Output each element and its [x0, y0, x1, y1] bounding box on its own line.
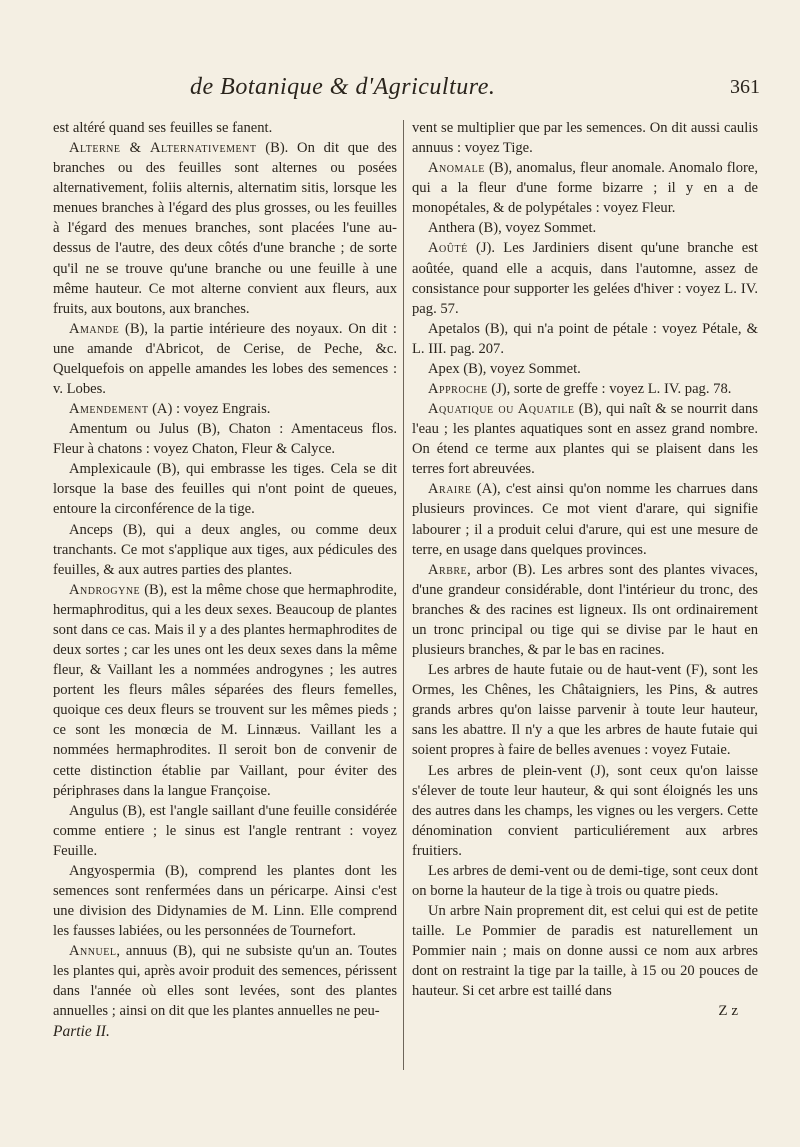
- signature-mark: Partie II.: [53, 1022, 110, 1040]
- entry-term: Annuel: [69, 943, 117, 960]
- entry-text: Les arbres de haute futaie ou de haut-vent (F), sont les Ormes, les Chênes, les Châtaigniers, les Pins, & autres grands arbres qu'on laisse parvenir à toute leur hauteur, sans les abattre. Il n'y a que les arbres de haute futaie qui soient propres à faire de belles avenues : voyez Futaie.: [412, 662, 758, 759]
- entry-text: Apetalos (B), qui n'a point de pétale : voyez Pétale, & L. III. pag. 207.: [412, 320, 758, 357]
- entry-term: Aquatique ou Aquatile: [428, 401, 575, 418]
- catchword: Z z: [718, 1003, 738, 1020]
- entry-text: Anceps (B), qui a deux angles, ou comme deux tranchants. Ce mot s'applique aux tiges, aux pédicules des feuilles, & aux autres parties des plantes.: [53, 521, 397, 578]
- dictionary-entry: [412, 359, 758, 379]
- dictionary-entry: [53, 861, 397, 941]
- entry-text: , arbor (B). Les arbres sont des plantes vivaces, d'une grandeur considérable, dont l'intérieur du tronc, des branches & des racines est ligneux. Ils ont ordinairement un tronc principal ou tige qui se divise par le haut en plusieurs branches, & par le bas en racines.: [412, 561, 758, 659]
- dictionary-entry: [53, 118, 397, 138]
- dictionary-entry: [53, 580, 397, 801]
- dictionary-entry: [53, 319, 397, 399]
- entry-text: (B), anomalus, fleur anomale. Anomalo flore, qui a la fleur d'une forme bizarre ; il y en a de monopétales, & de polypétales : voyez Fleur.: [412, 160, 758, 217]
- entry-term: Anomale: [428, 160, 485, 177]
- entry-term: Alterne & Alternativement: [69, 140, 257, 157]
- dictionary-entry: [412, 901, 758, 1001]
- entry-term: Araire: [428, 481, 472, 498]
- running-title: de Botanique & d'Agriculture.: [190, 74, 496, 100]
- dictionary-entry: [412, 861, 758, 901]
- entry-text: Les arbres de plein-vent (J), sont ceux qu'on laisse s'élever de toute leur hauteur, & qui sont éloignés les uns des autres dans les champs, les vignes ou les vergers. Cette dénomination convient particuliérement aux arbres fruitiers.: [412, 762, 758, 859]
- entry-term: Androgyne: [69, 581, 141, 598]
- entry-text: (B), qui naît & se nourrit dans l'eau ; les plantes aquatiques sont en assez grand nombre. On étend ce terme aux plantes qui se plaisent dans les terres fort abreuvées.: [412, 401, 758, 478]
- entry-term: Amendement: [69, 401, 149, 418]
- page-number: 361: [730, 76, 760, 98]
- dictionary-entry: [412, 118, 758, 158]
- entry-text: (A), c'est ainsi qu'on nomme les charrues dans plusieurs provinces. Ce mot vient d'arare, qui signifie labourer ; il a produit celui d'arure, qui est une mesure de terre, en usage dans quelques provinces.: [412, 481, 758, 558]
- entry-text: , annuus (B), qui ne subsiste qu'un an. Toutes les plantes qui, après avoir produit des semences, périssent dans l'année où elles sont levées, sont des plantes annuelles ; ainsi on dit que les plantes annuelles ne peu-: [53, 943, 397, 1020]
- entry-text: (A) : voyez Engrais.: [148, 401, 271, 418]
- dictionary-entry: [53, 459, 397, 519]
- dictionary-entry: [412, 238, 758, 318]
- entry-term: Aoûté: [428, 240, 468, 257]
- entry-text: (B), est la même chose que hermaphrodite, hermaphroditus, qui a les deux sexes. Beaucoup de plantes sont dans ce cas. Mais il y a des plantes hermaphrodites de deux sortes ; car les unes ont les deux sexes dans la même fleur, & Vaillant les a nommées androgynes ; les autres portent les fleurs mâles séparées des fleurs femelles, quoique ces deux fleurs se trouvent sur les mêmes pieds ; ce sont les monœcia de M. Linnæus. Vaillant les a nommées hermaphrodites. Il seroit bon de convenir de cette distinction établie par Vaillant, pour éviter des périphrases dans la langue Françoise.: [53, 581, 397, 799]
- entry-text: (B). On dit que des branches ou des feuilles sont alternes ou posées alternativement, foliis alternis, alternatim sitis, lorsque les menues branches à l'égard des plus grosses, ou les feuilles à l'égard des menues branches, sont placées l'une au-dessus de l'autre, des deux côtés d'une branche ; de sorte qu'il ne se trouve qu'une branche ou une feuille à une même hauteur. Ce mot alterne convient aux fleurs, aux fruits, aux boutons, aux branches.: [53, 140, 397, 317]
- entry-term: Approche: [428, 381, 488, 398]
- entry-text: Amplexicaule (B), qui embrasse les tiges. Cela se dit lorsque la base des feuilles qui n'ont point de queues, entoure la circonférence de la tige.: [53, 461, 397, 518]
- dictionary-entry: [412, 158, 758, 218]
- left-column: [53, 118, 397, 1146]
- dictionary-entry: [412, 399, 758, 479]
- entry-term: Amande: [69, 320, 120, 337]
- dictionary-entry: [53, 941, 397, 1021]
- dictionary-entry: [53, 419, 397, 459]
- dictionary-entry: [412, 218, 758, 238]
- entry-text: Apex (B), voyez Sommet.: [428, 360, 581, 377]
- entry-text: vent se multiplier que par les semences. On dit aussi caulis annuus : voyez Tige.: [412, 120, 758, 157]
- dictionary-entry: [53, 801, 397, 861]
- dictionary-entry: [412, 761, 758, 861]
- dictionary-entry: [53, 520, 397, 580]
- entry-text: Un arbre Nain proprement dit, est celui qui est de petite taille. Le Pommier de paradis est naturellement un Pommier nain ; mais on donne aussi ce nom aux arbres dont on restraint la tige par la taille, à 15 ou 20 pouces de hauteur. Si cet arbre est taillé dans: [412, 903, 758, 1000]
- dictionary-entry: [412, 479, 758, 559]
- column-divider: [403, 120, 404, 1070]
- entry-text: Anthera (B), voyez Sommet.: [428, 220, 597, 237]
- dictionary-entry: [53, 399, 397, 419]
- entry-term: Arbre: [428, 561, 468, 578]
- entry-text: Les arbres de demi-vent ou de demi-tige, sont ceux dont on borne la hauteur de la tige à trois ou quatre pieds.: [412, 862, 758, 899]
- dictionary-entry: [412, 660, 758, 760]
- dictionary-entry: [412, 319, 758, 359]
- entry-text: Angyospermia (B), comprend les plantes dont les semences sont renfermées dans un péricarpe. Ainsi c'est une division des Didynamies de M. Linn. Elle comprend les fausses labiées, ou les personnées de Tournefort.: [53, 862, 397, 940]
- entry-text: Angulus (B), est l'angle saillant d'une feuille considérée comme entiere ; le sinus est l'angle rentrant : voyez Feuille.: [53, 802, 397, 859]
- entry-text: (J). Les Jardiniers disent qu'une branche est aoûtée, quand elle a acquis, dans l'automne, assez de consistance pour supporter les gelées d'hiver : voyez L. IV. pag. 57.: [412, 240, 758, 317]
- entry-text: (J), sorte de greffe : voyez L. IV. pag. 78.: [487, 381, 732, 398]
- entry-text: (B), la partie intérieure des noyaux. On dit : une amande d'Abricot, de Cerise, de Peche, &c. Quelquefois on appelle amandes les lobes des semences : v. Lobes.: [53, 320, 397, 398]
- entry-text: est altéré quand ses feuilles se fanent.: [53, 120, 273, 136]
- entry-text: Amentum ou Julus (B), Chaton : Amentaceus flos. Fleur à chatons : voyez Chaton, Fleur & Calyce.: [53, 421, 397, 458]
- right-column: [412, 118, 758, 1146]
- dictionary-entry: [53, 138, 397, 319]
- dictionary-entry: [412, 560, 758, 660]
- page-header: [40, 72, 762, 112]
- dictionary-entry: [412, 379, 758, 399]
